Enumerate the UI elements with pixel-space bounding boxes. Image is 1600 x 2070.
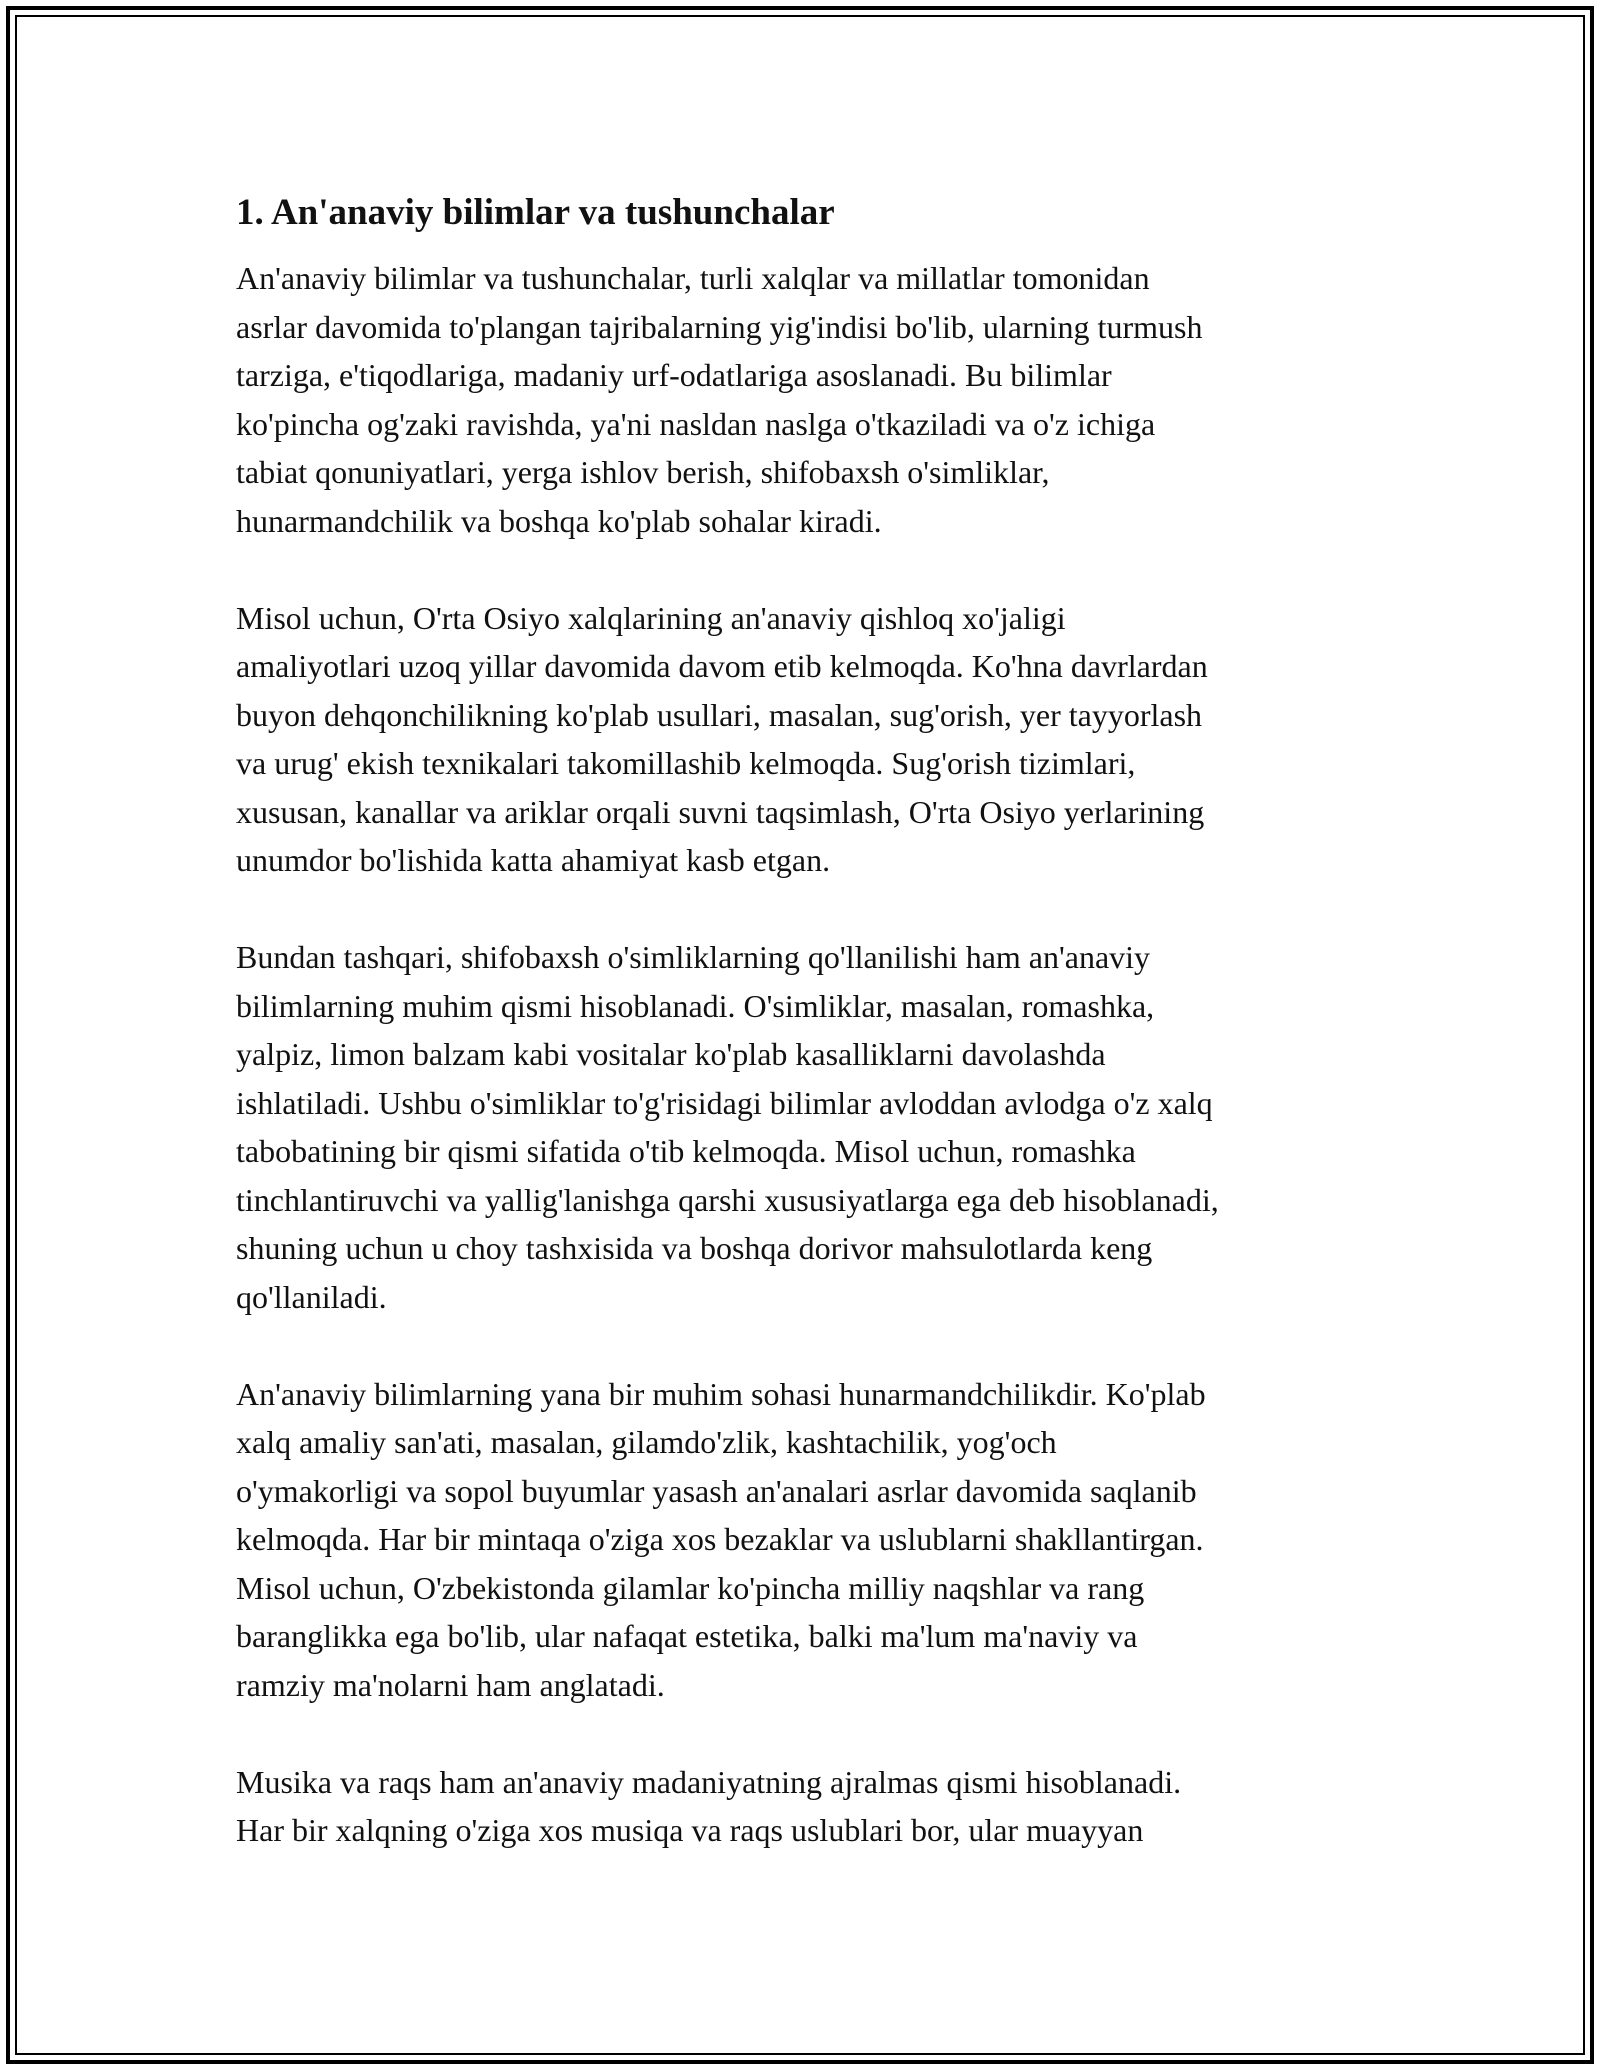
- text-line: tinchlantiruvchi va yallig'lanishga qarshi xususiyatlarga ega deb hisoblanadi,: [236, 1181, 1219, 1218]
- text-line: Har bir xalqning o'ziga xos musiqa va raqs uslublari bor, ular muayyan: [236, 1812, 1144, 1848]
- text-line: kelmoqda. Har bir mintaqa o'ziga xos bezaklar va uslublarni shakllantirgan.: [236, 1521, 1204, 1557]
- text-line: hunarmandchilik va boshqa ko'plab sohalar kiradi.: [236, 502, 882, 539]
- paragraph-3: [236, 933, 1376, 1321]
- text-line: tabobatining bir qismi sifatida o'tib kelmoqda. Misol uchun, romashka: [236, 1133, 1136, 1169]
- paragraph-4: [236, 1370, 1376, 1710]
- text-line: Musika va raqs ham an'anaviy madaniyatning ajralmas qismi hisoblanadi.: [236, 1763, 1182, 1800]
- paragraph-1: [236, 254, 1376, 545]
- text-line: shuning uchun u choy tashxisida va boshqa dorivor mahsulotlarda keng: [236, 1230, 1153, 1266]
- text-line: xalq amaliy san'ati, masalan, gilamdo'zlik, kashtachilik, yog'och: [236, 1424, 1057, 1460]
- text-line: asrlar davomida to'plangan tajribalarning yig'indisi bo'lib, ularning turmush: [236, 308, 1203, 345]
- text-line: qo'llaniladi.: [236, 1278, 387, 1315]
- text-line: Bundan tashqari, shifobaxsh o'simliklarning qo'llanilishi ham an'anaviy: [236, 939, 1151, 975]
- section-heading: 1. An'anaviy bilimlar va tushunchalar: [236, 192, 835, 233]
- text-line: baranglikka ega bo'lib, ular nafaqat estetika, balki ma'lum ma'naviy va: [236, 1618, 1138, 1654]
- text-line: ramziy ma'nolarni ham anglatadi.: [236, 1666, 665, 1703]
- text-line: yalpiz, limon balzam kabi vositalar ko'plab kasalliklarni davolashda: [236, 1036, 1106, 1072]
- text-line: xususan, kanallar va ariklar orqali suvni taqsimlash, O'rta Osiyo yerlarining: [236, 793, 1205, 830]
- text-line: tarziga, e'tiqodlariga, madaniy urf-odatlariga asoslanadi. Bu bilimlar: [236, 357, 1112, 393]
- text-line: bilimlarning muhim qismi hisoblanadi. O'simliklar, masalan, romashka,: [236, 987, 1155, 1024]
- text-line: tabiat qonuniyatlari, yerga ishlov berish, shifobaxsh o'simliklar,: [236, 454, 1050, 490]
- paragraph-5: [236, 1758, 1376, 1855]
- text-line: An'anaviy bilimlar va tushunchalar, turli xalqlar va millatlar tomonidan: [236, 260, 1150, 296]
- text-line: Misol uchun, O'zbekistonda gilamlar ko'pincha milliy naqshlar va rang: [236, 1569, 1145, 1606]
- paragraph-2: [236, 594, 1376, 885]
- text-line: o'ymakorligi va sopol buyumlar yasash an'analari asrlar davomida saqlanib: [236, 1472, 1197, 1509]
- text-line: ko'pincha og'zaki ravishda, ya'ni nasldan naslga o'tkaziladi va o'z ichiga: [236, 405, 1156, 442]
- text-line: amaliyotlari uzoq yillar davomida davom etib kelmoqda. Ko'hna davrlardan: [236, 648, 1208, 684]
- text-line: va urug' ekish texnikalari takomillashib kelmoqda. Sug'orish tizimlari,: [236, 745, 1136, 781]
- text-line: An'anaviy bilimlarning yana bir muhim sohasi hunarmandchilikdir. Ko'plab: [236, 1375, 1206, 1412]
- text-line: buyon dehqonchilikning ko'plab usullari, masalan, sug'orish, yer tayyorlash: [236, 696, 1203, 733]
- document-body: [236, 186, 1376, 1855]
- text-line: ishlatiladi. Ushbu o'simliklar to'g'risidagi bilimlar avloddan avlodga o'z xalq: [236, 1084, 1213, 1121]
- text-line: Misol uchun, O'rta Osiyo xalqlarining an'anaviy qishloq xo'jaligi: [236, 599, 1066, 636]
- text-line: unumdor bo'lishida katta ahamiyat kasb etgan.: [236, 842, 831, 878]
